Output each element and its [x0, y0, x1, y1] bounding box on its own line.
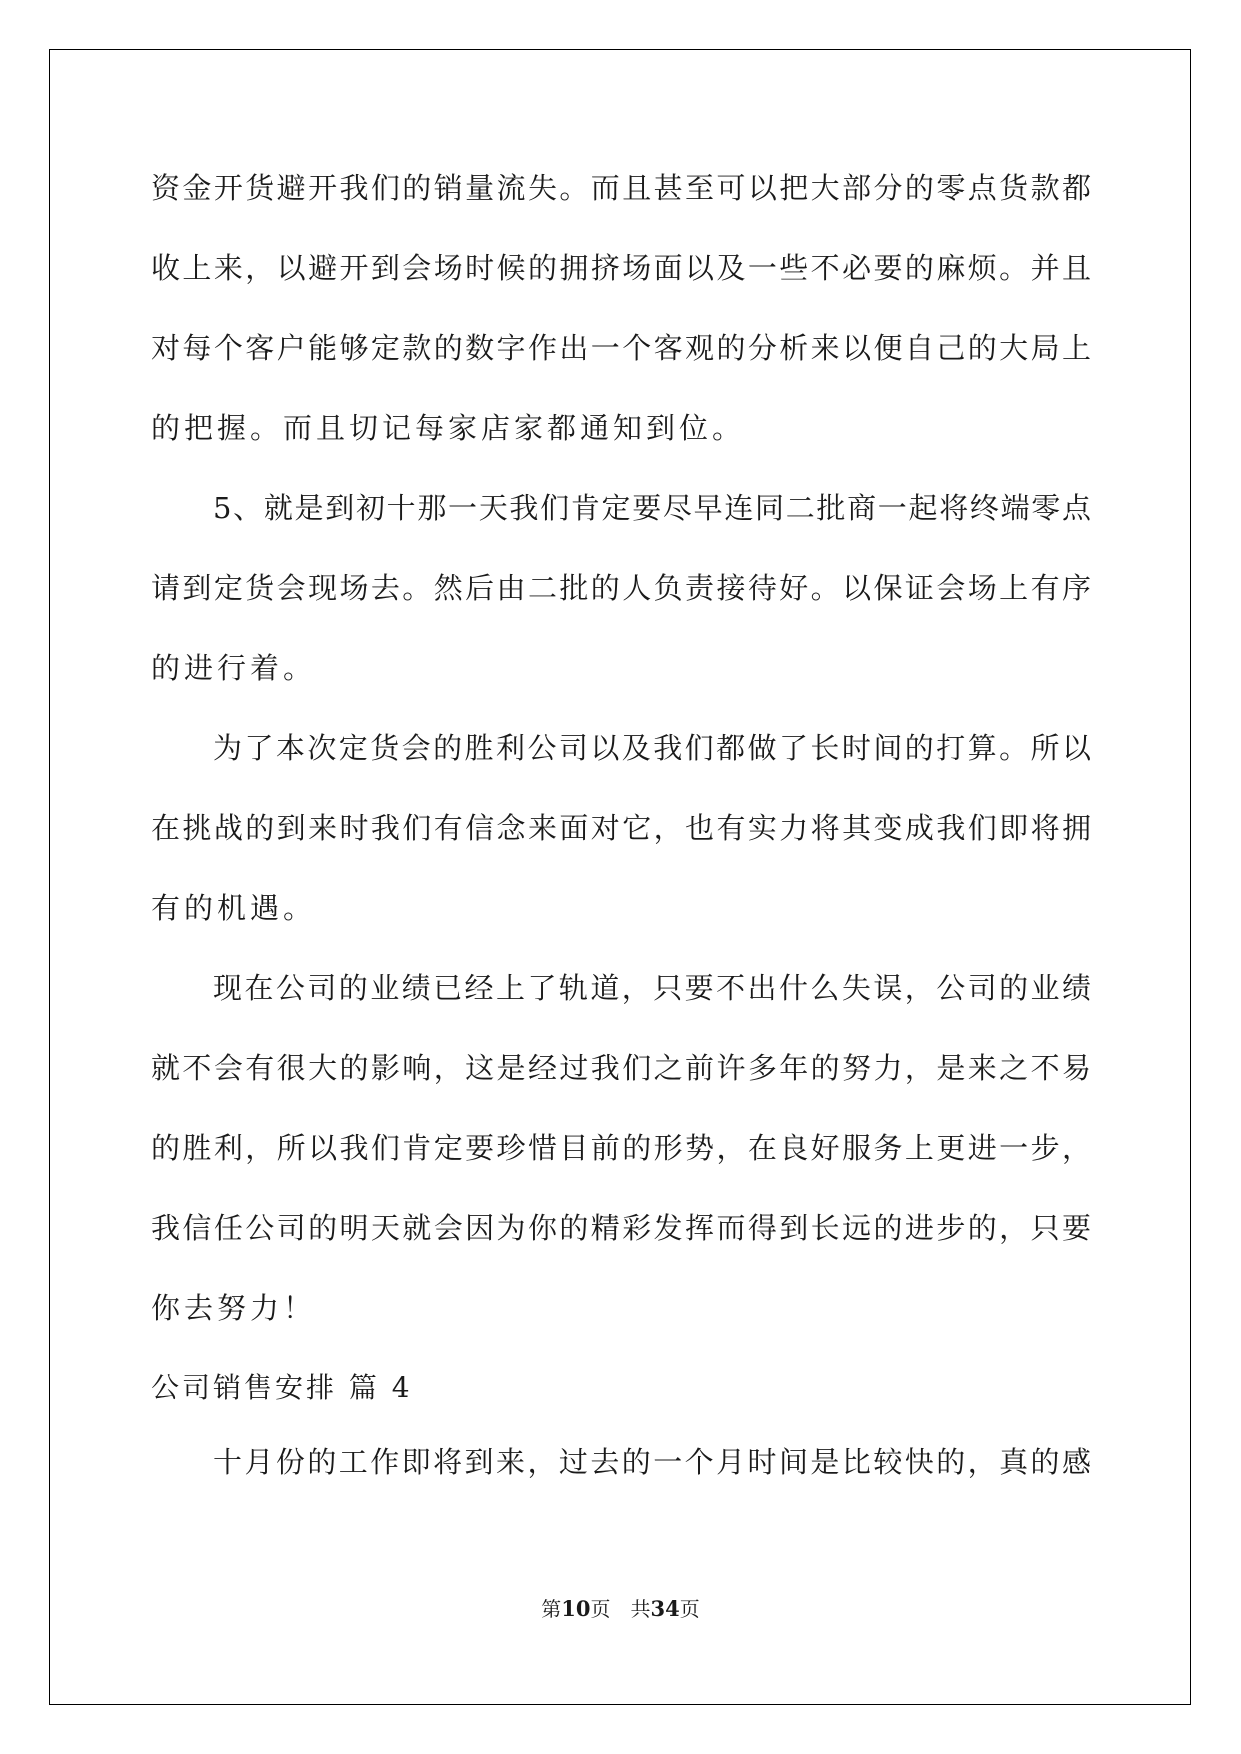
body-line: 资金开货避开我们的销量流失。而且甚至可以把大部分的零点货款都 — [151, 171, 1091, 205]
page-number: 10 — [561, 1596, 591, 1621]
body-line: 十月份的工作即将到来，过去的一个月时间是比较快的，真的感 — [213, 1445, 1091, 1479]
footer-suffix: 页 — [679, 1597, 700, 1621]
body-line: 的把握。而且切记每家店家都通知到位。 — [151, 411, 746, 445]
body-line: 就不会有很大的影响，这是经过我们之前许多年的努力，是来之不易 — [151, 1051, 1091, 1085]
body-line: 5、就是到初十那一天我们肯定要尽早连同二批商一起将终端零点 — [213, 491, 1091, 525]
page-footer — [0, 1593, 1241, 1622]
body-line: 在挑战的到来时我们有信念来面对它，也有实力将其变成我们即将拥 — [151, 811, 1091, 845]
total-pages: 34 — [650, 1596, 680, 1621]
body-line: 请到定货会现场去。然后由二批的人负责接待好。以保证会场上有序 — [151, 571, 1091, 605]
footer-middle: 页 共 — [590, 1597, 651, 1621]
section-heading: 公司销售安排 篇 4 — [151, 1371, 413, 1404]
body-line: 的胜利，所以我们肯定要珍惜目前的形势，在良好服务上更进一步， — [151, 1131, 1091, 1165]
body-line: 为了本次定货会的胜利公司以及我们都做了长时间的打算。所以 — [213, 731, 1091, 765]
body-line: 现在公司的业绩已经上了轨道，只要不出什么失误，公司的业绩 — [213, 971, 1091, 1005]
body-line: 我信任公司的明天就会因为你的精彩发挥而得到长远的进步的，只要 — [151, 1211, 1091, 1245]
body-line: 你去努力！ — [151, 1291, 317, 1325]
body-line: 的进行着。 — [151, 651, 317, 685]
body-line: 有的机遇。 — [151, 891, 317, 925]
body-line: 收上来，以避开到会场时候的拥挤场面以及一些不必要的麻烦。并且 — [151, 251, 1091, 285]
footer-prefix: 第 — [541, 1597, 562, 1621]
document-body — [151, 158, 1091, 1512]
body-line: 对每个客户能够定款的数字作出一个客观的分析来以便自己的大局上 — [151, 331, 1091, 365]
